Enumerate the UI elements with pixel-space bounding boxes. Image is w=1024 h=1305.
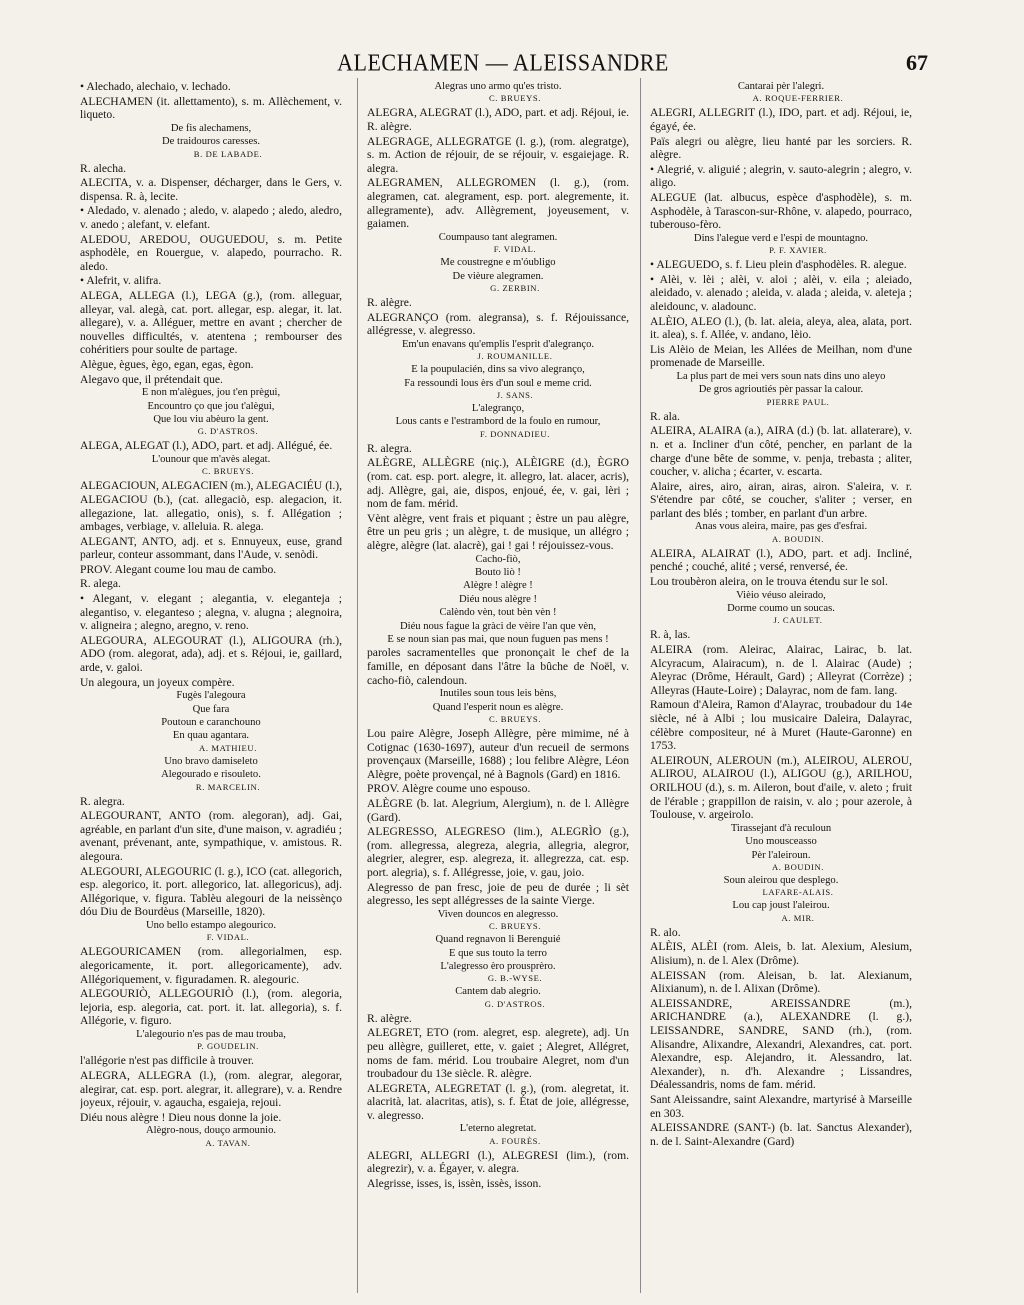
author-attribution: C. BRUEYS. xyxy=(488,921,542,932)
dictionary-entry: ALEGA, ALEGAT (l.), ADO, part. et adj. Allégué, ée. xyxy=(80,439,333,453)
verse-line: Alegras uno armo qu'es tristo. xyxy=(434,81,562,92)
author-attribution: A. ROQUE-FERRIER. xyxy=(752,93,844,104)
dictionary-entry: Alegresso de pan fresc, joie de peu de durée ; li sèt alegresso, les sept allégresses de la sainte Vierge. xyxy=(367,880,629,908)
author-attribution: LAFARE-ALAIS. xyxy=(762,887,834,898)
dictionary-entry: ALÈGRE, ALLÈGRE (niç.), ALÈIGRE (d.), ÈGRO (rom. cat. esp. port. alegre, it. allegro, lat. alacer, acris), adj. Allègre, gai, aie, dispos, enjoué, ée, v. gai, lèri ; nom de fam. mérid. xyxy=(367,456,629,511)
verse-line: Fugès l'alegoura xyxy=(176,690,246,702)
verse-line: Cacho-fiò, xyxy=(475,553,521,565)
dictionary-entry: ALEGOURI, ALEGOURIC (l. g.), ICO (cat. allegorich, esp. alegorico, it. port. allegorico, lat. allegoricus), adj. Allégorique, v. figura. Tablèu alegouri de la neissènço dóu Diu de Bourdèus (Marseille, 1820). xyxy=(80,864,342,919)
dictionary-entry: ALEISSANDRE (SANT-) (b. lat. Sanctus Alexander), n. de l. Saint-Alexandre (Gard) xyxy=(650,1121,912,1148)
dictionary-entry: Païs alegri ou alègre, lieu hanté par les sorciers. R. alègre. xyxy=(650,134,912,162)
column-middle xyxy=(367,80,629,1290)
column-divider xyxy=(640,78,641,1293)
verse-line: L'alegranço, xyxy=(471,402,525,414)
dictionary-entry: ALÈIS, ALÈI (rom. Aleis, b. lat. Alexium, Alesium, Alisium), n. de l. Alex (Drôme). xyxy=(650,940,912,967)
verse-line: Fa ressoundi lous èrs d'un soul e meme crid. xyxy=(404,377,592,389)
dictionary-entry: ALEGRAMEN, ALLEGROMEN (l. g.), (rom. alegramen, cat. alegrament, esp. port. alegremente, it. allegramente), adv. Allègrement, joyeusement, v. gaiamen. xyxy=(367,176,629,231)
dictionary-entry: Sant Aleissandre, saint Alexandre, martyrisé à Marseille en 303. xyxy=(650,1092,912,1120)
verse-line: Uno mousceasso xyxy=(745,836,817,848)
verse-line: L'eterno alegretat. xyxy=(459,1123,537,1135)
dictionary-entry: Alègue, ègues, ègo, egan, egas, ègon. xyxy=(80,357,254,371)
column-right xyxy=(650,80,912,1290)
dictionary-entry: ALEGRI, ALLEGRI (l.), ALEGRESI (lim.), (rom. alegrezir), v. a. Égayer, v. alegra. xyxy=(367,1148,629,1176)
author-attribution: F. VIDAL. xyxy=(206,932,250,943)
dictionary-entry: • Alegrié, v. aliguié ; alegrin, v. sauto-alegrin ; alegro, v. aligo. xyxy=(650,162,912,190)
dictionary-entry: ALEGRA, ALEGRAT (l.), ADO, part. et adj. Réjoui, ie. R. alègre. xyxy=(367,106,629,133)
verse-line: Coumpauso tant alegramen. xyxy=(438,231,558,243)
dictionary-entry: ALEGRI, ALLEGRIT (l.), IDO, part. et adj. Réjoui, ie, égayé, ée. xyxy=(650,106,912,133)
etymology-ref: R. alègre. xyxy=(367,1011,412,1025)
verse-line: Que fara xyxy=(192,703,230,715)
verse-line: Tirassejant d'à reculoun xyxy=(730,822,832,834)
verse-line: En quau agantara. xyxy=(172,730,250,742)
dictionary-entry: ALEISSANDRE, AREISSANDRE (m.), ARICHANDRE (a.), ALEXANDRE (l. g.), LEISSANDRE, SANDRE, SAND (rh.), (rom. Alisandre, Alixandre, Alexandri, Alexandres, cat. port. Alexandre, esp. Alejandro, it. Alessandro, lat. Alexander), n. d'h. Alexandre ; Lissandres, Déalessandris, noms de fam. mérid. xyxy=(650,996,912,1092)
dictionary-entry: ALEGRETA, ALEGRETAT (l. g.), (rom. alegretat, it. alacrità, lat. alacritas, atis), s. f. État de joie, allégresse, v. alegresso. xyxy=(367,1081,629,1122)
author-attribution: PIERRE PAUL. xyxy=(766,396,830,407)
dictionary-entry: ALÈGRE (b. lat. Alegrium, Alergium), n. de l. Allègre (Gard). xyxy=(367,796,629,824)
etymology-ref: R. alegra. xyxy=(80,794,125,808)
verse-line: Anas vous aleira, maire, pas ges d'esfrai. xyxy=(694,521,868,533)
verse-line: De gros agrioutiés pèr passar la calour. xyxy=(698,384,864,396)
dictionary-entry: Lou troubèron aleira, on le trouva étendu sur le sol. xyxy=(650,575,888,589)
dictionary-entry: • ALEGUEDO, s. f. Lieu plein d'asphodèles. R. alegue. xyxy=(650,258,907,272)
verse-line: Em'un enavans qu'emplis l'esprit d'alegranço. xyxy=(401,338,595,350)
etymology-ref: R. alegra. xyxy=(367,441,412,455)
author-attribution: A. MIR. xyxy=(781,912,815,923)
author-attribution: G. ZERBIN. xyxy=(490,282,540,293)
author-attribution: A. FOURÈS. xyxy=(489,1135,541,1146)
page-header xyxy=(78,50,928,76)
verse-line: Quand regnavon li Berenguié xyxy=(435,934,561,946)
dictionary-entry: • Alechado, alechaio, v. lechado. xyxy=(80,80,231,93)
dictionary-entry: ALEGRANÇO (rom. alegransa), s. f. Réjouissance, allégresse, v. alegresso. xyxy=(367,310,629,338)
verse-line: Dins l'alegue verd e l'espi de mountagno. xyxy=(693,232,869,244)
verse-line: L'ounour que m'avès alegat. xyxy=(151,453,271,465)
verse-line: Inutiles soun tous leis bèns, xyxy=(439,688,557,700)
dictionary-entry: PROV. Alègre coume uno espouso. xyxy=(367,782,531,796)
verse-line: Uno bravo damiseleto xyxy=(164,755,258,767)
dictionary-entry: Vènt alègre, vent frais et piquant ; èstre un pau alègre, être un peu gris ; un alègre, t. de musique, un allégro ; alègre, alègre (lat. alacrè), gai ! gai ! réjouissez-vous. xyxy=(367,511,629,552)
verse-line: Calèndo vèn, tout bèn vèn ! xyxy=(439,607,557,619)
running-title: ALECHAMEN — ALEISSANDRE xyxy=(337,48,669,76)
dictionary-entry: ALEGOURICAMEN (rom. allegorialmen, esp. alegoricamente, it. port. allegoricamente), adv. Allégoriquement, v. figuradamen. R. alegouric. xyxy=(80,945,342,986)
verse-line: Cantem dab alegrio. xyxy=(455,986,541,998)
verse-line: Viven douncos en alegresso. xyxy=(437,908,559,920)
dictionary-entry: ALEIROUN, ALEROUN (m.), ALEIROU, ALEROU, ALIROU, ALAIROU (l.), ALIGOU (g.), ARILHOU, ORILHOU (d.), s. m. Aileron, bout d'aile, v. aleto ; fruit de l'érable ; grappillon de raisin, v. alo ; pour azerole, à Toulouse, v. argeirolo. xyxy=(650,753,912,822)
dictionary-entry: Lis Alèio de Meian, les Allées de Meilhan, nom d'une promenade de Marseille. xyxy=(650,342,912,370)
author-attribution: P. F. XAVIER. xyxy=(769,245,827,256)
verse-line: De traidouros caresses. xyxy=(162,136,260,148)
verse-line: Bouto liò ! xyxy=(475,566,521,578)
dictionary-entry: Diéu nous alègre ! Dieu nous donne la joie. xyxy=(80,1110,282,1124)
dictionary-entry: ALEIRA, ALAIRA (a.), AIRA (d.) (b. lat. allaterare), v. n. et a. Incliner d'un côté, pencher, en parlant de la charge d'une bête de somme, v. penja, trebasta ; aliter, coucher, v. alicha ; écarter, v. escarta. xyxy=(650,424,912,479)
verse-line: Quand l'esperit noun es alègre. xyxy=(432,701,564,713)
author-attribution: G. D'ASTROS. xyxy=(484,998,546,1009)
author-attribution: A. MATHIEU. xyxy=(199,742,257,753)
dictionary-entry: • Aledado, v. alenado ; aledo, v. alapedo ; aledo, aledro, v. anedo ; alefant, v. elefant. xyxy=(80,204,342,231)
etymology-ref: R. alègre. xyxy=(367,295,412,309)
dictionary-entry: Alaire, aires, airo, airan, airas, airon. S'aleira, v. r. S'étendre par côté, se coucher, s'aliter ; verser, en parlant des blés ; tomber, en parlant d'un arbre. xyxy=(650,479,912,520)
verse-line: Poutoun e caranchouno xyxy=(161,717,261,729)
verse-line: Me coustregne e m'óubligo xyxy=(440,257,556,269)
verse-line: La plus part de mei vers soun nats dins uno aleyo xyxy=(676,370,886,382)
author-attribution: C. BRUEYS. xyxy=(488,93,542,104)
verse-line: Encountro ço que jou t'alègui, xyxy=(147,400,275,412)
verse-line: De vièure alegramen. xyxy=(452,270,544,282)
verse-line: Diéu nous alègre ! xyxy=(459,593,537,605)
author-attribution: F. DONNADIEU. xyxy=(480,428,550,439)
verse-line: Alègre ! alègre ! xyxy=(463,580,533,592)
page-number: 67 xyxy=(906,50,928,75)
dictionary-entry: ALECHAMEN (it. allettamento), s. m. Allèchement, v. liqueto. xyxy=(80,94,342,122)
verse-line: Diéu nous fague la gràci de vèire l'an que vèn, xyxy=(399,620,597,632)
dictionary-entry: ALEIRA (rom. Aleirac, Alairac, Lairac, b. lat. Alcyracum, Alairacum), n. de l. Alairac (Aude) ; Aleyrac (Drôme, Hérault, Gard) ; Alleyrat (Corrèze) ; Alleyras (Haute-Loire) ; Dalayrac, nom de fam. lang. xyxy=(650,643,912,697)
dictionary-entry: Alegrisse, isses, is, issèn, issès, isson. xyxy=(367,1177,542,1191)
dictionary-entry: ALEGOURA, ALEGOURAT (l.), ALIGOURA (rh.), ADO (rom. alegorat, ada), adj. et s. Réjoui, ie, gaillard, arde, v. galoi. xyxy=(80,633,342,675)
verse-line: Lou cap joust l'aleirou. xyxy=(732,900,830,912)
etymology-ref: R. ala. xyxy=(650,409,680,423)
author-attribution: C. BRUEYS. xyxy=(488,713,542,724)
verse-line: Pèr l'aleiroun. xyxy=(751,849,811,861)
verse-line: Vièio véuso aleirado, xyxy=(736,589,826,601)
verse-line: L'alegourio n'es pas de mau trouba, xyxy=(136,1028,286,1040)
author-attribution: J. ROUMANILLE. xyxy=(477,351,553,362)
verse-line: Lous cants e l'estrambord de la foulo en rumour, xyxy=(395,416,601,428)
column-left xyxy=(80,80,342,1290)
author-attribution: C. BRUEYS. xyxy=(201,466,255,477)
author-attribution: J. CAULET. xyxy=(773,615,823,626)
author-attribution: A. BOUDIN. xyxy=(771,862,825,872)
etymology-ref: R. à, las. xyxy=(650,628,691,642)
dictionary-entry: ALEGOURIÒ, ALLEGOURIÒ (l.), (rom. alegoria, lejoria, esp. alegoria, cat. port. it. lat. allegoria), s. f. Allégorie, v. figuro. xyxy=(80,987,342,1028)
dictionary-entry: • Alefrit, v. alifra. xyxy=(80,274,162,288)
dictionary-entry: ALEGRESSO, ALEGRESO (lim.), ALEGRÌO (g.), (rom. allegressa, alegreza, alegria, allegria, alegror, alegrier, alegrer, esp. alegreza, it. allegrezza, cat. esp. port. alegria), s. f. Allégresse, joie, v. gau, joio. xyxy=(367,825,629,879)
author-attribution: B. DE LABADE. xyxy=(193,148,263,159)
dictionary-entry: Ramoun d'Aleira, Ramon d'Alayrac, troubadour du 14e siècle, né à Albi ; lou musicaire Daleira, Dalayrac, célèbre compositeur, né à Muret (Haute-Garonne) en 1753. xyxy=(650,698,912,753)
verse-line: E non m'alègues, jou t'en prègui, xyxy=(141,387,281,399)
dictionary-entry: ALEDOU, AREDOU, OUGUEDOU, s. m. Petite asphodèle, en Rouergue, v. alapedo, pourracho. R. aledo. xyxy=(80,232,342,273)
etymology-ref: R. alecha. xyxy=(80,161,127,175)
dictionary-entry: ALEGRET, ETO (rom. alegret, esp. alegrete), adj. Un peu allègre, guilleret, ette, v. gaiet ; Alegret, Allégret, noms de fam. mérid. Lou troubaire Alegret, nom d'un troubadour du 13e siècle. R. alègre. xyxy=(367,1026,629,1081)
verse-line: Uno bello estampo alegourico. xyxy=(145,920,277,931)
verse-line: Cantarai pèr l'alegri. xyxy=(737,81,825,92)
verse-line: E que sus touto la terro xyxy=(449,947,547,959)
verse-line: Alègro-nous, douço armounio. xyxy=(145,1125,277,1137)
dictionary-entry: ALEGACIOUN, ALEGACIEN (m.), ALEGACIÉU (l.), ALEGACIOU (b.), (cat. allegaciò, esp. alegacion, it. allegazione, lat. allegatio, onis), s. f. Allégation ; ambages, verbiage, v. alleluia. R. alega. xyxy=(80,479,342,534)
dictionary-entry: ALEIRA, ALAIRAT (l.), ADO, part. et adj. Incliné, penché ; couché, alité ; versé, renversé, ée. xyxy=(650,546,912,574)
dictionary-entry: Alegavo que, il prétendait que. xyxy=(80,372,223,386)
dictionary-entry: paroles sacramentelles que prononçait le chef de la famille, en déposant dans l'âtre la bûche de Noël, v. cacho-fiò, calendoun. xyxy=(367,646,629,687)
dictionary-entry: ALEGRAGE, ALLEGRATGE (l. g.), (rom. alegratge), s. m. Action de réjouir, de se réjouir, v. esgaiejage. R. alegra. xyxy=(367,134,629,175)
dictionary-entry: Lou paire Alègre, Joseph Allègre, père mimime, né à Cotignac (1630-1697), auteur d'un recueil de sermons provençaux (Marseille, 1688) ; lou felibre Alègre, Léon Alègre, poète provençal, né à Bagnols (Gard) en 1816. xyxy=(367,726,629,781)
dictionary-entry: ALEGOURANT, ANTO (rom. alegoran), adj. Gai, agréable, en parlant d'un site, d'une maison, v. agradiéu ; avenant, prévenant, ante, sympathique, v. amistous. R. alegoura. xyxy=(80,809,342,864)
dictionary-entry: l'allégorie n'est pas difficile à trouver. xyxy=(80,1054,254,1068)
verse-line: Que lou viu abèuro la gent. xyxy=(153,413,269,425)
verse-line: Soun aleirou que desplego. xyxy=(723,875,839,886)
verse-line: E la poupulacién, dins sa vivo alegranço, xyxy=(411,364,585,376)
etymology-ref: R. alega. xyxy=(80,577,121,591)
author-attribution: G. B.-WYSE. xyxy=(487,973,543,984)
author-attribution: R. MARCELIN. xyxy=(195,781,261,792)
dictionary-entry: Un alegoura, un joyeux compère. xyxy=(80,675,235,689)
dictionary-entry: • Alèi, v. lèi ; alèi, v. aloi ; alèi, v. eila ; aleiado, aleidado, v. alenado ; aleida, v. alada ; aleida, v. aleteja ; aleidounc, v. aladounc. xyxy=(650,272,912,313)
verse-line: Dorme coumo un soucas. xyxy=(727,603,835,615)
author-attribution: G. D'ASTROS. xyxy=(197,426,259,437)
dictionary-entry: ALEGUE (lat. albucus, espèce d'asphodèle), s. m. Asphodèle, à Tarascon-sur-Rhône, v. alapedo, pourraco, tuberouso-fèro. xyxy=(650,190,912,232)
column-divider xyxy=(357,78,358,1293)
verse-line: De fis alechamens, xyxy=(170,122,252,134)
author-attribution: F. VIDAL. xyxy=(493,244,537,255)
dictionary-entry: PROV. Alegant coume lou mau de cambo. xyxy=(80,562,277,576)
dictionary-entry: ALEGA, ALLEGA (l.), LEGA (g.), (rom. alleguar, alleyar, val. alegà, cat. port. allegar, esp. alegar, it. lat. allegare), v. a. Alléguer, mettre en avant ; chercher de nouvelles difficultés, v. atentena ; rembourser des cohéritiers pour soulte de partage. xyxy=(80,288,342,357)
author-attribution: A. BOUDIN. xyxy=(771,533,825,544)
verse-line: E se noun sian pas mai, que noun fuguen pas mens ! xyxy=(387,633,609,645)
dictionary-entry: ALÈIO, ALEO (l.), (b. lat. aleia, aleya, alea, alata, port. it. alea), s. f. Allée, v. andano, lèio. xyxy=(650,314,912,342)
dictionary-entry: ALEGANT, ANTO, adj. et s. Ennuyeux, euse, grand parleur, conteur assommant, dans l'Aude, v. senòdi. xyxy=(80,534,342,562)
verse-line: Alegourado e risouleto. xyxy=(161,769,261,781)
author-attribution: P. GOUDELIN. xyxy=(197,1041,259,1052)
author-attribution: A. TAVAN. xyxy=(205,1137,251,1148)
etymology-ref: R. alo. xyxy=(650,925,681,939)
dictionary-entry: • Alegant, v. elegant ; alegantia, v. eleganteja ; alegantiso, v. eleganteso ; alegna, v. alugna ; alegnoira, v. aligneira ; alegno, aregno, v. reno. xyxy=(80,592,342,633)
author-attribution: J. SANS. xyxy=(496,389,534,400)
dictionary-entry: ALEISSAN (rom. Aleisan, b. lat. Alexianum, Alixianum), n. de l. Alixan (Drôme). xyxy=(650,968,912,996)
dictionary-entry: ALEGRA, ALLEGRA (l.), (rom. alegrar, alegorar, alegirar, cat. esp. port. alegrar, it. allegrare), v. a. Rendre joyeux, réjouir, v. agaucha, esgaieja, rejoui. xyxy=(80,1068,342,1110)
dictionary-entry: ALECITA, v. a. Dispenser, décharger, dans le Gers, v. dispensa. R. à, lecite. xyxy=(80,176,342,203)
verse-line: L'alegresso èro prousprèro. xyxy=(440,960,556,972)
